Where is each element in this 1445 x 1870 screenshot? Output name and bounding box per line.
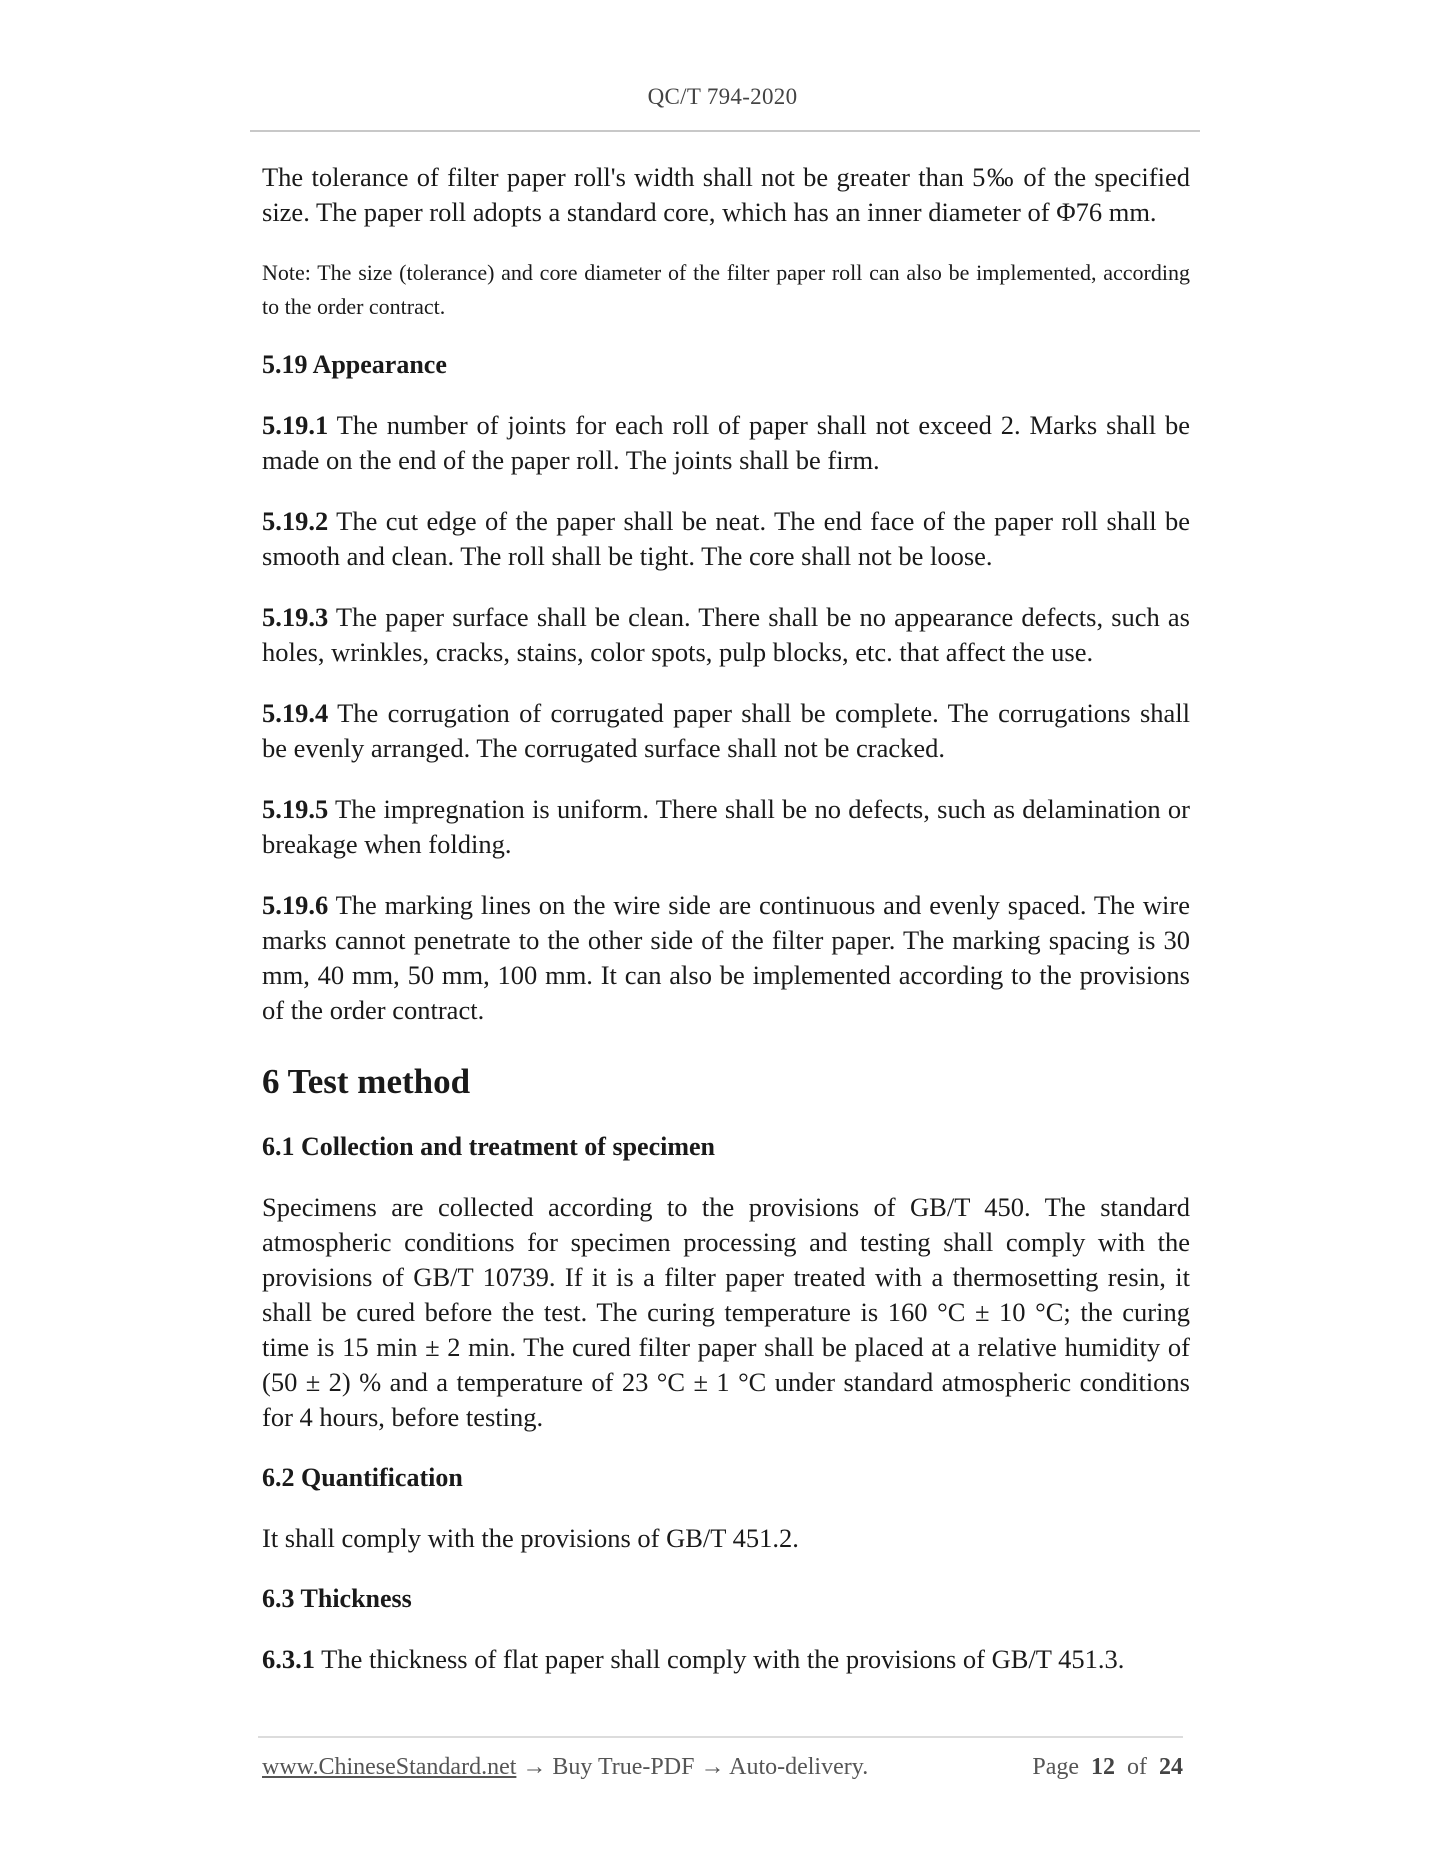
page-total: 24 bbox=[1159, 1754, 1183, 1780]
clause-5-19-1 bbox=[262, 408, 1190, 478]
clause-number: 6.3.1 bbox=[262, 1644, 315, 1674]
clause-number: 5.19.3 bbox=[262, 602, 329, 632]
clause-text: The corrugation of corrugated paper shall be complete. The corrugations shall be evenly arranged. The corrugated surface shall not be cracked. bbox=[262, 698, 1190, 763]
clause-6-3-1 bbox=[262, 1642, 1190, 1677]
page-indicator bbox=[1032, 1754, 1183, 1781]
clause-5-19-4 bbox=[262, 696, 1190, 766]
clause-number: 5.19.6 bbox=[262, 890, 329, 920]
section-heading-6-3: 6.3 Thickness bbox=[262, 1584, 412, 1613]
clause-text: The thickness of flat paper shall comply with the provisions of GB/T 451.3. bbox=[315, 1644, 1125, 1674]
header-divider bbox=[250, 130, 1200, 132]
clause-text: The marking lines on the wire side are continuous and evenly spaced. The wire marks cannot penetrate to the other side of the filter paper. The marking spacing is 30 mm, 40 mm, 50 mm, 100 mm. It can also be implemented according to the provisions of the order contract. bbox=[262, 890, 1190, 1025]
section-6-2-text: It shall comply with the provisions of GB/T 451.2. bbox=[262, 1523, 799, 1553]
note-paragraph: Note: The size (tolerance) and core diameter of the filter paper roll can also be implemented, according to the order contract. bbox=[262, 260, 1190, 319]
intro-paragraph: The tolerance of filter paper roll's width shall not be greater than 5‰ of the specified size. The paper roll adopts a standard core, which has an inner diameter of Φ76 mm. bbox=[262, 162, 1190, 227]
clause-5-19-2 bbox=[262, 504, 1190, 574]
clause-5-19-6 bbox=[262, 888, 1190, 1028]
section-heading-6-2: 6.2 Quantification bbox=[262, 1463, 463, 1492]
clause-5-19-5 bbox=[262, 792, 1190, 862]
clause-text: The paper surface shall be clean. There shall be no appearance defects, such as holes, wrinkles, cracks, stains, color spots, pulp blocks, etc. that affect the use. bbox=[262, 602, 1190, 667]
clause-text: The impregnation is uniform. There shall be no defects, such as delamination or breakage when folding. bbox=[262, 794, 1190, 859]
footer-divider bbox=[258, 1736, 1183, 1738]
footer-promo-text: → Buy True-PDF → Auto-delivery. bbox=[516, 1754, 869, 1780]
page-header-doc-code: QC/T 794-2020 bbox=[647, 84, 798, 109]
clause-text: The number of joints for each roll of paper shall not exceed 2. Marks shall be made on the end of the paper roll. The joints shall be firm. bbox=[262, 410, 1190, 475]
clause-number: 5.19.4 bbox=[262, 698, 329, 728]
page-label: Page bbox=[1032, 1754, 1079, 1780]
clause-5-19-3 bbox=[262, 600, 1190, 670]
clause-number: 5.19.1 bbox=[262, 410, 329, 440]
of-label: of bbox=[1127, 1754, 1147, 1780]
clause-number: 5.19.2 bbox=[262, 506, 329, 536]
clause-number: 5.19.5 bbox=[262, 794, 329, 824]
footer-promo bbox=[262, 1754, 868, 1781]
section-6-1-text: Specimens are collected according to the provisions of GB/T 450. The standard atmospheric conditions for specimen processing and testing shall comply with the provisions of GB/T 10739. If it is a filter paper treated with a thermosetting resin, it shall be cured before the test. The curing temperature is 160 °C ± 10 °C; the curing time is 15 min ± 2 min. The cured filter paper shall be placed at a relative humidity of (50 ± 2) % and a temperature of 23 °C ± 1 °C under standard atmospheric conditions for 4 hours, before testing. bbox=[262, 1192, 1190, 1432]
site-link[interactable]: www.ChineseStandard.net bbox=[262, 1754, 517, 1780]
section-heading-5-19: 5.19 Appearance bbox=[262, 350, 447, 379]
clause-text: The cut edge of the paper shall be neat. The end face of the paper roll shall be smooth and clean. The roll shall be tight. The core shall not be loose. bbox=[262, 506, 1190, 571]
document-body bbox=[262, 160, 1190, 1703]
chapter-heading-6: 6 Test method bbox=[262, 1062, 471, 1101]
section-heading-6-1: 6.1 Collection and treatment of specimen bbox=[262, 1132, 716, 1161]
page-number: 12 bbox=[1091, 1754, 1115, 1780]
